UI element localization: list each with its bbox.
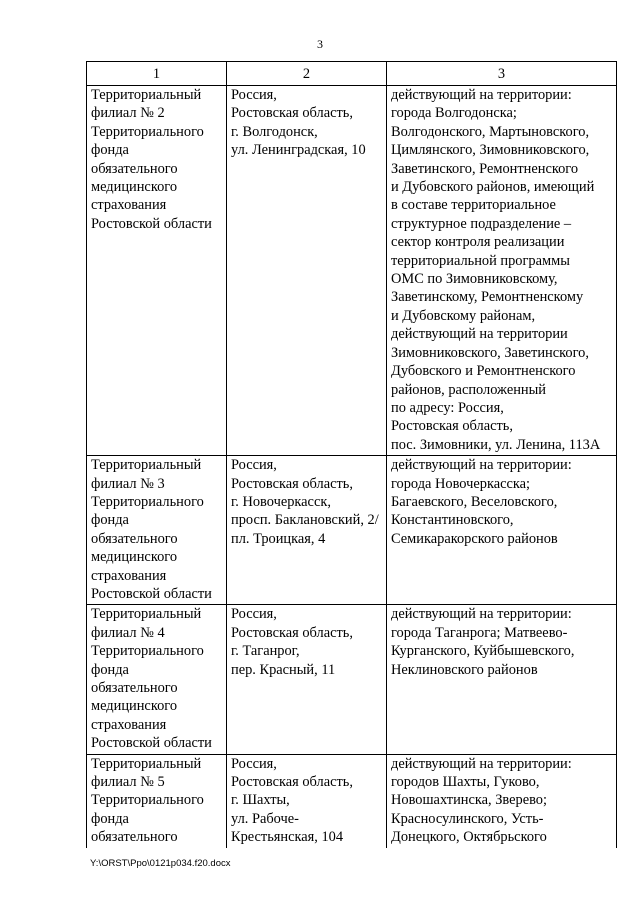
cell-text-line: Территориальный — [91, 606, 202, 623]
cell-text-line: страхования — [91, 567, 167, 584]
cell-text-line: обязательного — [91, 530, 178, 547]
cell-text-line: по адресу: Россия, — [391, 399, 504, 416]
cell-text-line: Ростовская область, — [231, 105, 353, 122]
cell-text-line: действующий на территории: — [391, 87, 572, 103]
column-header: 2 — [227, 62, 387, 86]
cell-text-line: Территориального — [91, 792, 204, 809]
page-number: 3 — [317, 37, 323, 51]
cell-text-line: г. Новочеркасск, — [231, 493, 331, 510]
cell-text-line: страхования — [91, 716, 167, 733]
cell-text-line: и Дубовскому районам, — [391, 307, 536, 324]
cell-text-line: пл. Троицкая, 4 — [231, 530, 326, 547]
cell-text-line: г. Волгодонск, — [231, 123, 318, 140]
cell-text-line: обязательного — [91, 680, 178, 696]
territory-cell — [387, 456, 617, 605]
cell-text-line: медицинского — [91, 698, 178, 715]
cell-text-line: ул. Рабоче- — [231, 810, 299, 827]
cell-text-line: сектор контроля реализации — [391, 234, 565, 251]
cell-text-line: Крестьянская, 104 — [231, 829, 344, 846]
cell-text-line: фонда — [91, 142, 129, 159]
cell-text-line: в составе территориальное — [391, 197, 556, 214]
cell-text-line: филиал № 2 — [91, 105, 165, 122]
cell-text-line: Россия, — [231, 457, 277, 474]
cell-text-line: Цимлянского, Зимовниковского, — [391, 142, 590, 159]
territory-cell — [387, 86, 617, 456]
cell-text-line: Константиновского, — [391, 512, 514, 529]
address-cell — [227, 754, 387, 848]
cell-text-line: Новошахтинска, Зверево; — [391, 792, 547, 809]
cell-text-line: Ростовская область, — [391, 418, 513, 435]
cell-text-line: действующий на территории — [391, 326, 568, 343]
cell-text-line: Заветинскому, Ремонтненскому — [391, 289, 584, 306]
cell-text-line: Территориального — [91, 493, 204, 510]
cell-text-line: Ростовская область, — [231, 774, 353, 791]
cell-text-line: Заветинского, Ремонтненского — [391, 160, 579, 177]
cell-text-line: обязательного — [91, 160, 178, 177]
cell-text-line: Россия, — [231, 87, 277, 103]
cell-text-line: Россия, — [231, 755, 277, 772]
address-cell — [227, 456, 387, 605]
cell-text-line: и Дубовского районов, имеющий — [391, 179, 595, 196]
cell-text-line: структурное подразделение – — [391, 215, 572, 232]
cell-text-line: медицинского — [91, 179, 178, 196]
cell-text-line: просп. Баклановский, 2/ — [231, 512, 379, 529]
cell-text-line: филиал № 3 — [91, 475, 165, 492]
cell-text-line: Зимовниковского, Заветинского, — [391, 344, 589, 361]
cell-text-line: города Волгодонска; — [391, 105, 517, 122]
cell-text-line: Ростовской области — [91, 735, 212, 752]
cell-text-line: фонда — [91, 661, 129, 678]
cell-text-line: Багаевского, Веселовского, — [391, 493, 558, 510]
cell-text-line: г. Шахты, — [231, 792, 290, 809]
column-header: 3 — [387, 62, 617, 86]
cell-text-line: пер. Красный, 11 — [231, 661, 336, 678]
territory-cell — [387, 754, 617, 848]
table-row — [87, 754, 617, 848]
cell-text-line: Ростовской области — [91, 215, 212, 232]
cell-text-line: Территориальный — [91, 457, 202, 474]
cell-text-line: Ростовская область, — [231, 475, 353, 492]
cell-text-line: медицинского — [91, 549, 178, 566]
cell-text-line: районов, расположенный — [391, 381, 546, 398]
address-cell — [227, 86, 387, 456]
header-row — [87, 62, 617, 86]
cell-text-line: г. Таганрог, — [231, 643, 300, 660]
cell-text-line: действующий на территории: — [391, 755, 572, 772]
branch-name-cell — [87, 605, 227, 754]
cell-text-line: Территориального — [91, 123, 204, 140]
table-row — [87, 86, 617, 456]
cell-text-line: Красносулинского, Усть- — [391, 810, 544, 827]
cell-text-line: Семикаракорского районов — [391, 530, 558, 547]
cell-text-line: Волгодонского, Мартыновского, — [391, 123, 590, 140]
cell-text-line: Ростовская область, — [231, 624, 353, 641]
cell-text-line: Территориальный — [91, 87, 202, 103]
cell-text-line: фонда — [91, 810, 129, 827]
cell-text-line: обязательного — [91, 829, 178, 846]
cell-text-line: территориальной программы — [391, 252, 570, 269]
cell-text-line: Донецкого, Октябрьского — [391, 829, 547, 846]
cell-text-line: городов Шахты, Гуково, — [391, 774, 540, 791]
footer-file-path: Y:\ORST\Ppo\0121p034.f20.docx — [90, 858, 231, 869]
address-cell — [227, 605, 387, 754]
table-row — [87, 456, 617, 605]
cell-text-line: Территориальный — [91, 755, 202, 772]
cell-text-line: действующий на территории: — [391, 457, 572, 474]
branch-name-cell — [87, 754, 227, 848]
cell-text-line: города Новочеркасска; — [391, 475, 531, 492]
territory-cell — [387, 605, 617, 754]
cell-text-line: филиал № 5 — [91, 774, 165, 791]
cell-text-line: Неклиновского районов — [391, 661, 538, 678]
cell-text-line: Территориального — [91, 643, 204, 660]
cell-text-line: действующий на территории: — [391, 606, 572, 623]
cell-text-line: города Таганрога; Матвеево- — [391, 624, 568, 641]
column-header: 1 — [87, 62, 227, 86]
cell-text-line: Курганского, Куйбышевского, — [391, 643, 575, 660]
cell-text-line: филиал № 4 — [91, 624, 165, 641]
cell-text-line: страхования — [91, 197, 167, 214]
branch-name-cell — [87, 456, 227, 605]
cell-text-line: Ростовской области — [91, 585, 212, 602]
cell-text-line: фонда — [91, 512, 129, 529]
cell-text-line: ОМС по Зимовниковскому, — [391, 271, 558, 288]
branches-table — [86, 61, 617, 848]
cell-text-line: Россия, — [231, 606, 277, 623]
cell-text-line: пос. Зимовники, ул. Ленина, 113А — [391, 436, 601, 453]
branch-name-cell — [87, 86, 227, 456]
cell-text-line: Дубовского и Ремонтненского — [391, 363, 576, 380]
table-row — [87, 605, 617, 754]
cell-text-line: ул. Ленинградская, 10 — [231, 142, 366, 159]
